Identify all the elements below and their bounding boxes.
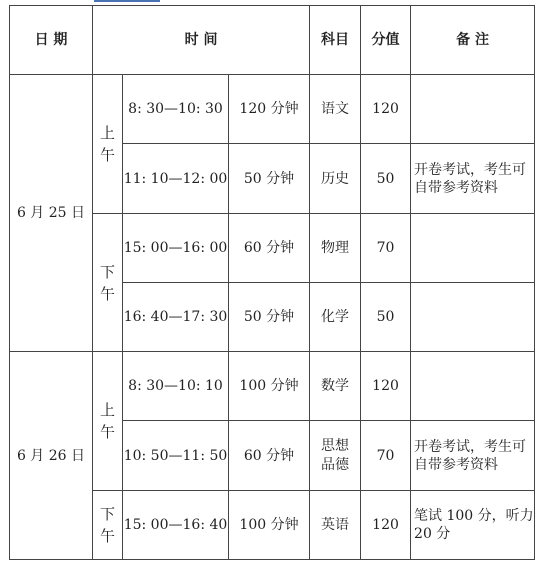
duration-cell: 60 分钟 (229, 214, 310, 283)
subject-cell: 物理 (310, 214, 361, 283)
score-cell: 120 (361, 352, 411, 421)
score-cell: 70 (361, 421, 411, 491)
score-cell: 120 (361, 491, 411, 560)
period-label: 下午 (100, 262, 116, 303)
note-cell (411, 214, 535, 283)
period-cell-pm (93, 214, 123, 352)
header-note: 备 注 (411, 6, 535, 75)
subject-cell: 历史 (310, 144, 361, 214)
top-accent-line (94, 0, 160, 2)
time-cell: 11: 10—12: 00 (123, 144, 229, 214)
subject-cell: 数学 (310, 352, 361, 421)
duration-cell: 120 分钟 (229, 75, 310, 144)
period-cell-pm (93, 491, 123, 560)
exam-schedule-table (9, 5, 535, 560)
score-cell: 120 (361, 75, 411, 144)
time-cell: 15: 00—16: 40 (123, 491, 229, 560)
time-cell: 8: 30—10: 30 (123, 75, 229, 144)
score-cell: 50 (361, 144, 411, 214)
score-cell: 70 (361, 214, 411, 283)
note-cell: 开卷考试，考生可自带参考资料 (411, 144, 535, 214)
duration-cell: 100 分钟 (229, 491, 310, 560)
period-label: 下午 (100, 505, 116, 545)
duration-cell: 50 分钟 (229, 283, 310, 352)
duration-cell: 50 分钟 (229, 144, 310, 214)
note-cell (411, 283, 535, 352)
duration-cell: 100 分钟 (229, 352, 310, 421)
period-label: 上午 (100, 124, 116, 164)
subject-cell: 化学 (310, 283, 361, 352)
period-cell-am (93, 352, 123, 491)
header-date: 日 期 (10, 6, 93, 75)
subject-cell: 英语 (310, 491, 361, 560)
note-cell (411, 352, 535, 421)
duration-cell: 60 分钟 (229, 421, 310, 491)
subject-cell: 语文 (310, 75, 361, 144)
time-cell: 8: 30—10: 10 (123, 352, 229, 421)
header-subject: 科目 (310, 6, 361, 75)
date-cell: 6 月 26 日 (10, 352, 93, 560)
time-cell: 16: 40—17: 30 (123, 283, 229, 352)
header-score: 分值 (361, 6, 411, 75)
table-row (10, 75, 535, 144)
period-cell-am (93, 75, 123, 214)
header-row (10, 6, 535, 75)
time-cell: 15: 00—16: 00 (123, 214, 229, 283)
note-cell: 笔试 100 分，听力 20 分 (411, 491, 535, 560)
note-cell (411, 75, 535, 144)
time-cell: 10: 50—11: 50 (123, 421, 229, 491)
subject-cell (310, 421, 361, 491)
table-row (10, 352, 535, 421)
score-cell: 50 (361, 283, 411, 352)
note-cell: 开卷考试，考生可自带参考资料 (411, 421, 535, 491)
period-label: 上午 (100, 401, 116, 441)
date-cell: 6 月 25 日 (10, 75, 93, 352)
subject-line: 品德 (321, 456, 350, 473)
subject-line: 思想 (321, 437, 350, 454)
header-time: 时 间 (93, 6, 310, 75)
